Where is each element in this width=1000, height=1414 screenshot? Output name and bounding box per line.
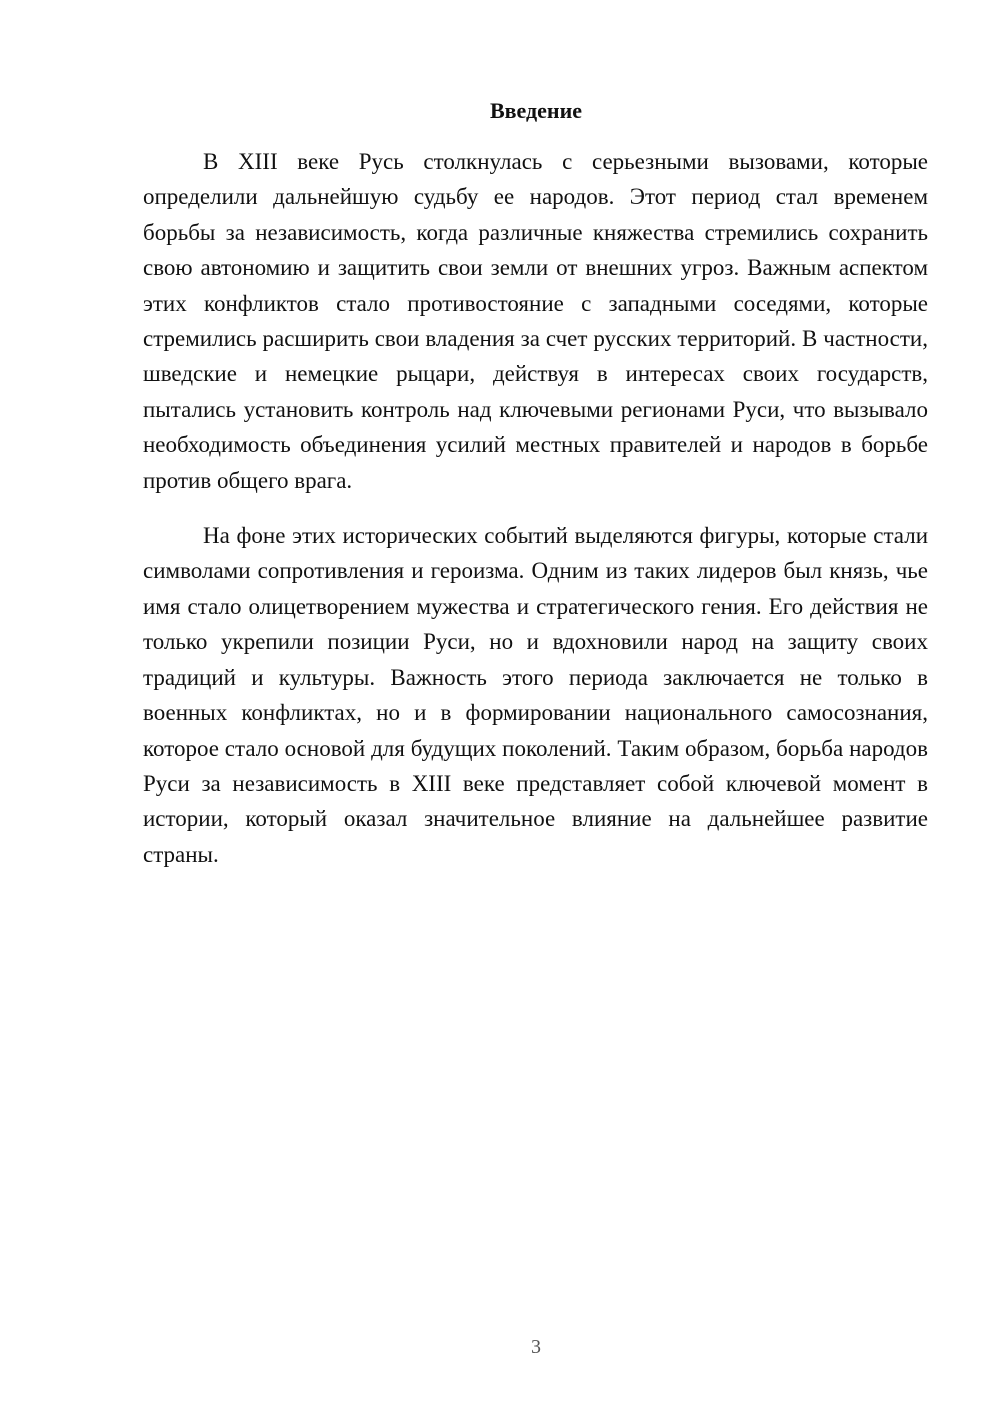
body-text xyxy=(143,144,928,872)
paragraph-2: На фоне этих исторических событий выделяются фигуры, которые стали символами сопротивления и героизма. Одним из таких лидеров был князь, чье имя стало олицетворением мужества и стратегического гения. Его действия не только укрепили позиции Руси, но и вдохновили народ на защиту своих традиций и культуры. Важность этого периода заключается не только в военных конфликтах, но и в формировании национального самосознания, которое стало основой для будущих поколений. Таким образом, борьба народов Руси за независимость в XIII веке представляет собой ключевой момент в истории, который оказал значительное влияние на дальнейшее развитие страны. xyxy=(143,523,928,867)
paragraph-1: В XIII веке Русь столкнулась с серьезными вызовами, которые определили дальнейшую судьбу ее народов. Этот период стал временем борьбы за независимость, когда различные княжества стремились сохранить свою автономию и защитить свои земли от внешних угроз. Важным аспектом этих конфликтов стало противостояние с западными соседями, которые стремились расширить свои владения за счет русских территорий. В частности, шведские и немецкие рыцари, действуя в интересах своих государств, пытались установить контроль над ключевыми регионами Руси, что вызывало необходимость объединения усилий местных правителей и народов в борьбе против общего врага. xyxy=(143,149,928,493)
section-title: Введение xyxy=(489,98,583,123)
page-number: 3 xyxy=(531,1336,541,1358)
